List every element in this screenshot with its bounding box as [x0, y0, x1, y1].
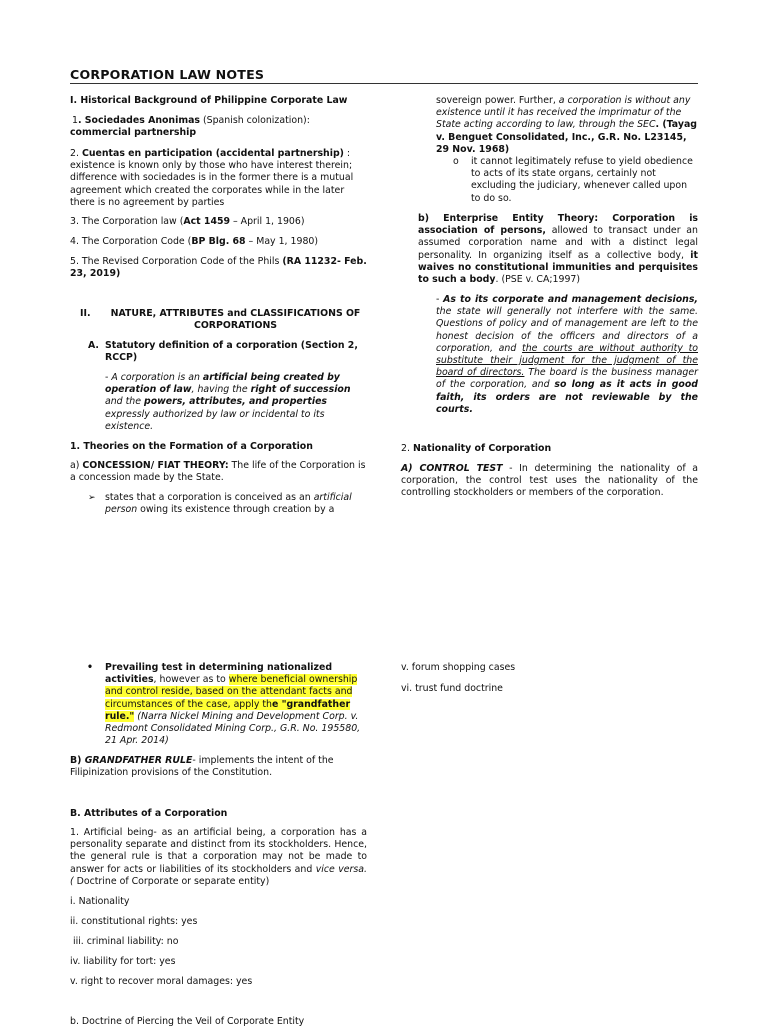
concession-title: CONCESSION/ FIAT THEORY:: [82, 460, 229, 471]
item-3-text: 3. The Corporation law (: [70, 216, 184, 227]
section-1-heading: I. Historical Background of Philippine Corporate Law: [70, 95, 348, 106]
item-4: [70, 236, 367, 248]
sovereign-part-2: a corporation is without any existence until it has received the imprimatur of the State acting according to law, through the SEC: [436, 95, 691, 131]
concession-text: The life of the Corporation is a concession made by the State.: [70, 460, 366, 484]
sovereign-part-3: .: [655, 119, 663, 131]
obedience-bullet: it cannot legitimately refuse to yield obedience to acts of its state organs, certainly not excluding the judiciary, whenever called upon to do so.: [471, 156, 693, 204]
management-decisions: [436, 294, 698, 416]
attribute-iii: iii. criminal liability: no: [70, 936, 179, 947]
prevailing-test-title: Prevailing test in determining nationalized activities: [105, 662, 333, 686]
management-dash: -: [436, 294, 444, 305]
section-2-heading: NATURE, ATTRIBUTES and CLASSIFICATIONS OF CORPORATIONS: [110, 308, 361, 332]
item-2: [70, 148, 367, 209]
item-1: [72, 115, 369, 127]
prevailing-test: [105, 662, 367, 747]
sovereign-power-text: [436, 95, 698, 156]
item-4-act: BP Blg. 68: [191, 236, 246, 247]
forum-shopping-item: v. forum shopping cases: [401, 662, 516, 673]
piercing-veil-heading: b. Doctrine of Piercing the Veil of Corporate Entity: [70, 1016, 305, 1027]
grandfather-title: GRANDFATHER RULE: [84, 755, 193, 766]
definition-part-1: A corporation is an: [111, 372, 203, 383]
management-text-2: The board is the business manager of the corporation, and: [436, 367, 698, 391]
item-4-text: 4. The Corporation Code (: [70, 236, 192, 247]
sub-a-label: A.: [88, 340, 99, 351]
attribute-1-italic: vice versa. (: [70, 863, 367, 887]
attribute-1-end: Doctrine of Corporate or separate entity): [73, 875, 270, 887]
item-2-number: 2.: [70, 148, 82, 159]
enterprise-title: b) Enterprise Entity Theory: Corporation is association of persons,: [418, 213, 698, 237]
definition-dash: -: [105, 372, 112, 383]
attribute-ii: ii. constitutional rights: yes: [70, 916, 198, 927]
item-2-text: : existence is known only by those who have interest therein; difference with sociedades is in the former there is a mutual agreement which created the corporates while in the later there is no agreement by parties: [70, 148, 354, 208]
item-4-date: – May 1, 1980): [245, 236, 319, 247]
management-bold-2: so long as it acts in good faith, its orders are not reviewable by the courts.: [436, 379, 698, 415]
nationality-heading: [401, 443, 698, 455]
trust-fund-item: vi. trust fund doctrine: [401, 683, 503, 694]
enterprise-text-2: . (PSE v. CA;1997): [495, 274, 581, 286]
item-3-date: – April 1, 1906): [230, 216, 305, 227]
control-test: [401, 463, 698, 500]
circle-bullet-icon: o: [453, 156, 459, 167]
definition-part-2: artificial being created by operation of law: [105, 372, 340, 396]
corporation-definition: [105, 372, 367, 433]
grandfather-label: B): [70, 755, 85, 766]
attribute-1: [70, 827, 367, 888]
nationality-number: 2.: [401, 443, 413, 454]
concession-bullet-part-3: owing its existence through creation by a: [137, 504, 335, 516]
prevailing-test-highlight-1: where beneficial ownership and control reside, based on the attendant facts and circumstances of the case, apply th: [105, 674, 358, 710]
dot-bullet-icon: •: [87, 662, 93, 673]
item-3: [70, 216, 367, 228]
control-test-text: - In determining the nationality of a corporation, the control test uses the nationality of the controlling stockholders or members of the corporation.: [401, 463, 698, 499]
concession-bullet: [105, 492, 367, 516]
management-underlined: the courts are without authority to substitute their judgment for the judgment of the board of directors.: [436, 342, 698, 379]
item-1-title: . Sociedades Anonimas: [77, 115, 200, 126]
theories-heading: 1. Theories on the Formation of a Corporation: [70, 441, 313, 452]
concession-bullet-part-1: states that a corporation is conceived as an: [105, 492, 314, 503]
enterprise-bold-2: it waives no constitutional immunities and perquisites to such a body: [418, 249, 698, 286]
attribute-i: i. Nationality: [70, 896, 130, 907]
attribute-1-text: 1. Artificial being- as an artificial being, a corporation has a personality separate and distinct from its stockholders. Hence, the general rule is that a corporation may not be made to answer for acts or liabilities of its stockholders and: [70, 827, 367, 875]
attributes-heading: B. Attributes of a Corporation: [70, 808, 228, 819]
definition-part-7: expressly authorized by law or incidental to its existence.: [105, 408, 325, 432]
sub-a-heading: Statutory definition of a corporation (Section 2, RCCP): [105, 340, 358, 364]
item-1-number: 1: [72, 115, 78, 126]
tayag-citation: (Tayag v. Benguet Consolidated, Inc., G.R. No. L23145, 29 Nov. 1968): [436, 119, 697, 155]
definition-part-5: and the: [105, 396, 144, 408]
definition-part-6: powers, attributes, and properties: [143, 396, 328, 408]
prevailing-test-highlight-2: e "grandfather rule.": [105, 698, 351, 722]
attribute-v: v. right to recover moral damages: yes: [70, 976, 253, 987]
arrow-bullet-icon: ➢: [88, 493, 96, 503]
definition-part-3: , having the: [191, 384, 251, 396]
management-title: As to its corporate and management decisions,: [443, 294, 698, 305]
control-test-title: A) CONTROL TEST: [401, 463, 503, 474]
sovereign-part-1: sovereign power. Further,: [436, 95, 559, 106]
grandfather-rule: [70, 755, 367, 779]
item-5-act: (RA 11232- Feb. 23, 2019): [70, 256, 367, 280]
management-text-1: the state will generally not interfere with the same. Questions of policy and of management are left to the honest decision of the officers and directors of a corporation, and: [436, 306, 698, 354]
page-title: CORPORATION LAW NOTES: [70, 69, 698, 84]
concession-bullet-part-2: artificial person: [105, 492, 352, 516]
item-1-line-2: commercial partnership: [70, 127, 197, 138]
definition-part-4: right of succession: [250, 384, 351, 396]
prevailing-test-text: , however as to: [153, 674, 229, 686]
concession-theory: [70, 460, 367, 484]
enterprise-text-1: allowed to transact under an assumed corporation name and with a distinct legal personality. In organizing itself as a collective body,: [418, 225, 698, 261]
nationality-title: Nationality of Corporation: [412, 443, 552, 454]
enterprise-entity-theory: [418, 213, 698, 286]
item-5-text: 5. The Revised Corporation Code of the Phils: [70, 256, 283, 267]
item-1-text: (Spanish colonization):: [200, 115, 310, 126]
attribute-iv: iv. liability for tort: yes: [70, 956, 176, 967]
prevailing-test-citation: (Narra Nickel Mining and Development Corp. v. Redmont Consolidated Mining Corp., G.R. No. 195580, 21 Apr. 2014): [105, 710, 361, 747]
item-2-title: Cuentas en participation (accidental partnership): [81, 148, 344, 159]
grandfather-text: - implements the intent of the Filipinization provisions of the Constitution.: [70, 755, 334, 779]
item-5: [70, 256, 367, 280]
item-3-act: Act 1459: [183, 216, 231, 227]
section-2-number: II.: [80, 308, 91, 319]
concession-label: a): [70, 460, 83, 471]
